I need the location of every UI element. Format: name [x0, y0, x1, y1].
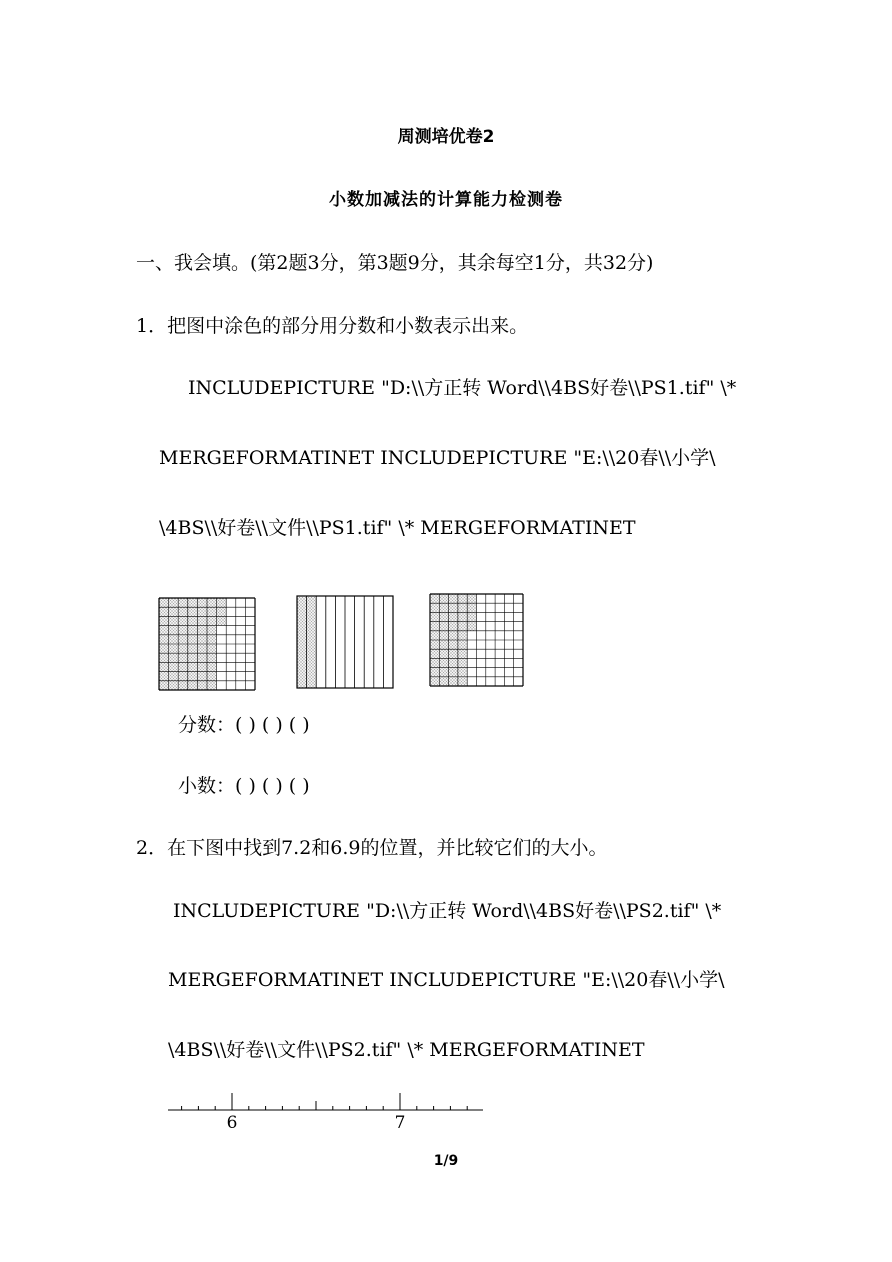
- shaded-strip: [307, 596, 317, 688]
- field-code-line: INCLUDEPICTURE "D:\\方正转 Word\\4BS好卷\\PS1.tif" \*: [188, 377, 737, 399]
- grid-figure-3: [430, 594, 523, 686]
- page-number: 1/9: [433, 1153, 459, 1169]
- field-code-line: MERGEFORMATINET INCLUDEPICTURE "E:\\20春\\小学\: [168, 969, 725, 991]
- decimal-answer-row[interactable]: 小数：( ) ( ) ( ): [178, 775, 310, 797]
- tick-label: 7: [394, 1113, 406, 1133]
- question-2-prompt: 2．在下图中找到7.2和6.9的位置，并比较它们的大小。: [136, 837, 608, 859]
- grid-figure-1: [159, 598, 255, 690]
- shaded-cell: [467, 622, 476, 631]
- field-code-line: MERGEFORMATINET INCLUDEPICTURE "E:\\20春\\小学\: [159, 447, 716, 469]
- shaded-cell: [217, 607, 227, 616]
- field-code-line: \4BS\\好卷\\文件\\PS2.tif" \* MERGEFORMATINET: [168, 1039, 645, 1061]
- tick-label: 6: [226, 1113, 238, 1133]
- fraction-figures: [0, 592, 892, 692]
- shaded-cell: [467, 612, 476, 621]
- field-code-line: \4BS\\好卷\\文件\\PS1.tif" \* MERGEFORMATINET: [159, 517, 636, 539]
- fraction-answer-row[interactable]: 分数：( ) ( ) ( ): [178, 714, 310, 736]
- shaded-cell: [217, 598, 227, 607]
- shaded-strip: [297, 596, 307, 688]
- section-heading: 一、我会填。(第2题3分，第3题9分，其余每空1分，共32分): [136, 252, 654, 274]
- number-line: [0, 1090, 892, 1140]
- shaded-cell: [467, 603, 476, 612]
- question-1-prompt: 1．把图中涂色的部分用分数和小数表示出来。: [136, 315, 529, 337]
- field-code-line: INCLUDEPICTURE "D:\\方正转 Word\\4BS好卷\\PS2.tif" \*: [173, 900, 722, 922]
- strip-figure-2: [297, 596, 393, 688]
- shaded-cell: [217, 616, 227, 625]
- shaded-cell: [467, 594, 476, 603]
- page-title: 周测培优卷2: [397, 127, 495, 147]
- page-subtitle: 小数加减法的计算能力检测卷: [329, 190, 563, 210]
